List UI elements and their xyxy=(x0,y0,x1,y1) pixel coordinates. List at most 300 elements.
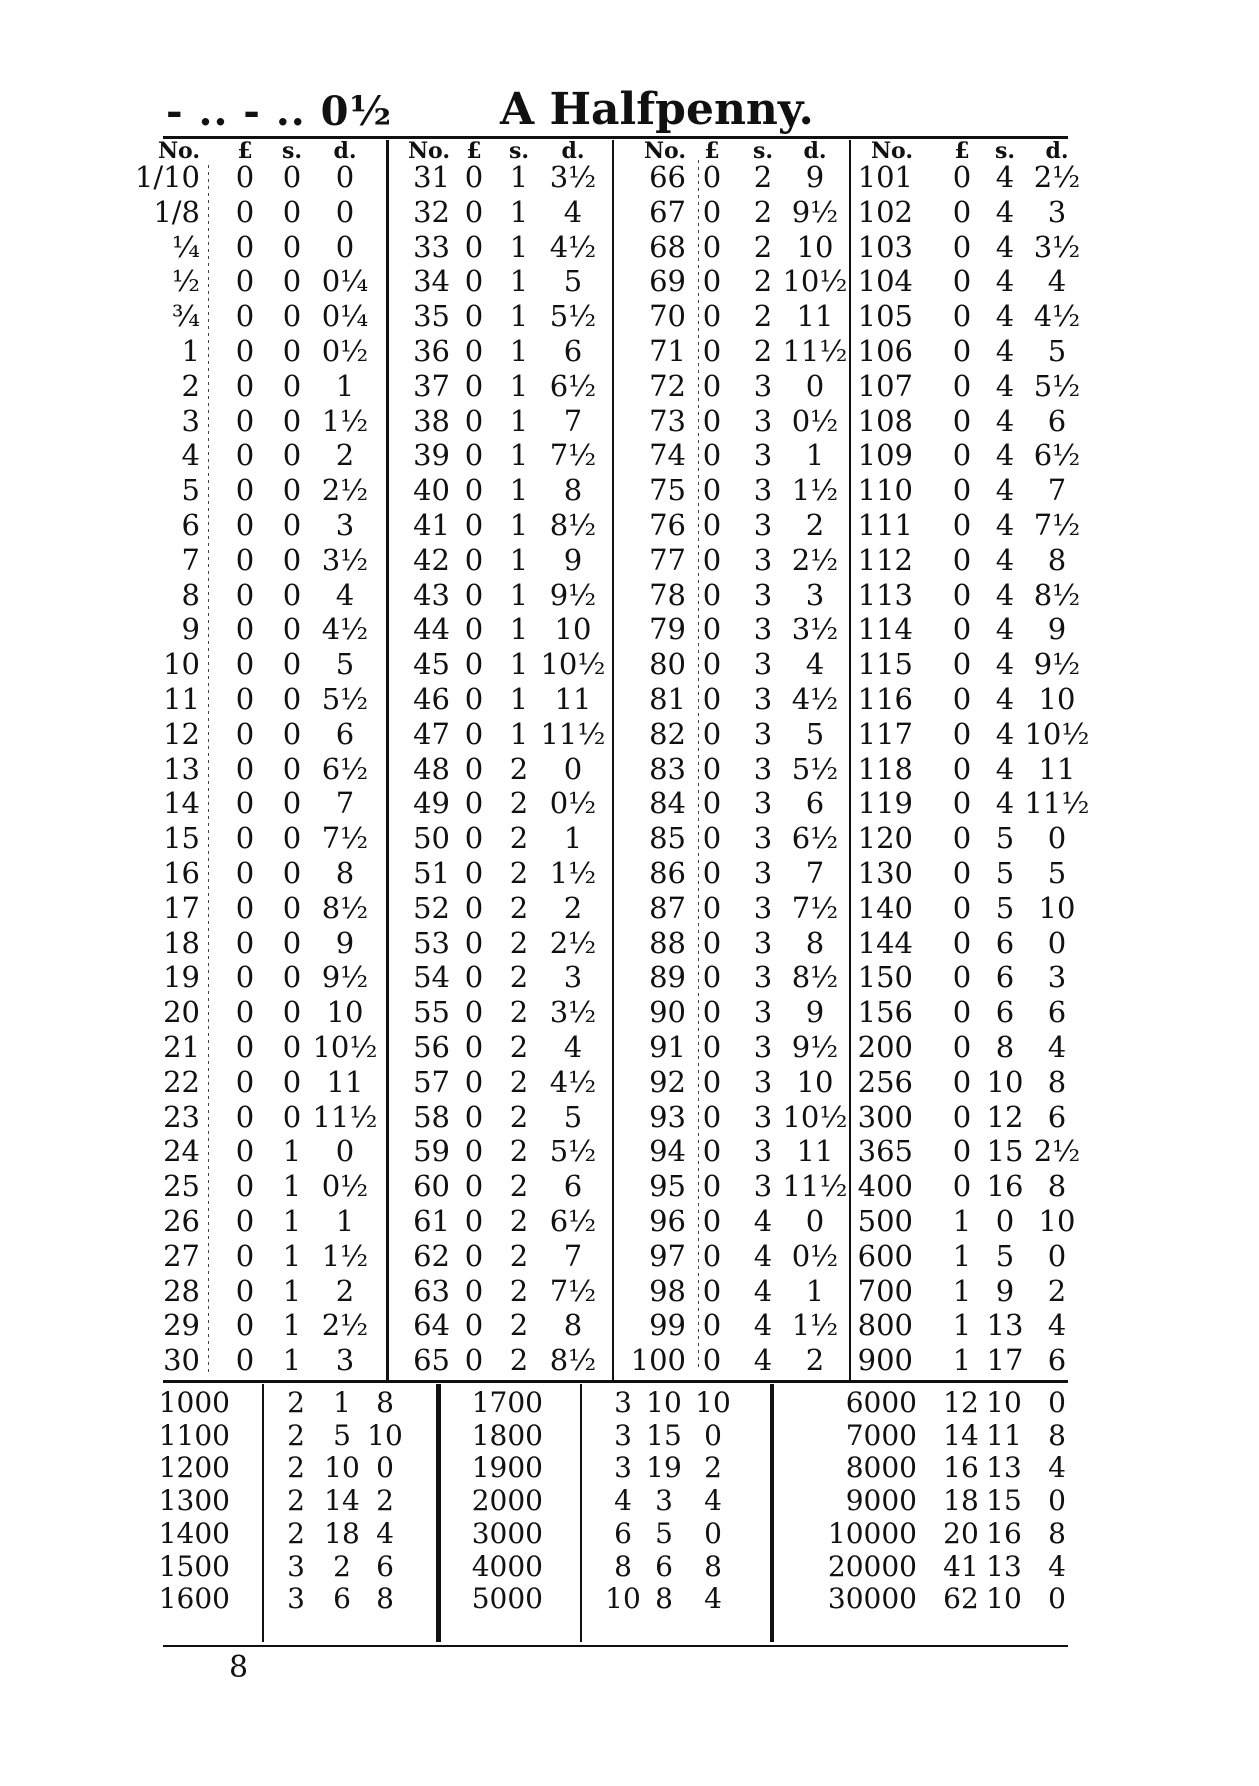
table-cell-shillings: 1 xyxy=(509,194,529,229)
table-cell-pounds: 1 xyxy=(952,1308,972,1343)
table-cell-shillings: 5 xyxy=(995,890,1015,925)
table-cell-pounds: 0 xyxy=(464,299,484,334)
table-cell-shillings: 0 xyxy=(282,438,302,473)
table-cell-pounds: 0 xyxy=(464,542,484,577)
table-cell-pence: 5½ xyxy=(549,299,597,334)
table-row-number: 72 xyxy=(649,368,686,403)
table-cell-shillings: 3 xyxy=(753,856,773,890)
table-cell-shillings: 5 xyxy=(995,1238,1015,1273)
table-cell-pence: 7 xyxy=(335,786,355,821)
table-cell-pence: 6 xyxy=(1047,1099,1067,1134)
page-number: 8 xyxy=(229,1650,249,1685)
table-cell-pence: 6 xyxy=(1047,403,1067,438)
column-header-pounds: £ xyxy=(704,138,720,164)
table-cell-shillings: 0 xyxy=(282,403,302,438)
table-cell-shillings: 15 xyxy=(646,1418,682,1452)
table-cell-pounds: 0 xyxy=(464,716,484,751)
table-cell-pence: 8 xyxy=(1048,1418,1066,1452)
table-row-number: 1100 xyxy=(158,1418,230,1452)
table-cell-pence: 2 xyxy=(563,890,583,925)
table-row-number: 87 xyxy=(649,890,686,925)
table-cell-pence: 9 xyxy=(805,160,825,194)
table-cell-pence: 5½ xyxy=(1033,368,1081,403)
table-cell-pence: 8 xyxy=(563,473,583,508)
table-cell-pounds: 0 xyxy=(235,160,255,194)
table-row-number: 30000 xyxy=(827,1582,917,1616)
table-row-number: 39 xyxy=(413,438,450,473)
table-cell-shillings: 1 xyxy=(509,542,529,577)
table-row-number: 3 xyxy=(181,403,200,438)
table-cell-shillings: 3 xyxy=(753,1099,773,1134)
table-cell-pence: 4 xyxy=(1048,1549,1066,1583)
table-cell-shillings: 2 xyxy=(753,194,773,229)
table-cell-pounds: 41 xyxy=(943,1549,979,1583)
table-cell-shillings: 2 xyxy=(509,1273,529,1308)
table-row-number: 56 xyxy=(413,1030,450,1064)
table-cell-pounds: 0 xyxy=(235,682,255,716)
table-cell-pence: 10 xyxy=(367,1418,403,1452)
table-cell-pounds: 0 xyxy=(952,751,972,786)
table-row-number: 115 xyxy=(857,647,913,682)
table-cell-pence: 0 xyxy=(1048,1582,1066,1616)
table-cell-shillings: 10 xyxy=(324,1451,360,1485)
table-cell-shillings: 3 xyxy=(753,1134,773,1169)
table-row-number: 20 xyxy=(163,995,200,1030)
table-row-number: 32 xyxy=(413,194,450,229)
table-cell-pounds: 0 xyxy=(464,751,484,786)
table-cell-pence: 2 xyxy=(805,1343,825,1378)
table-row-number: 17 xyxy=(163,890,200,925)
table-cell-pence: 6½ xyxy=(549,368,597,403)
table-cell-pounds: 0 xyxy=(235,1343,255,1378)
table-row-number: 33 xyxy=(413,229,450,264)
table-cell-shillings: 4 xyxy=(995,194,1015,229)
table-row-number: 73 xyxy=(649,403,686,438)
table-cell-shillings: 4 xyxy=(995,786,1015,821)
table-cell-pence: 7½ xyxy=(549,1273,597,1308)
table-row-number: 75 xyxy=(649,473,686,508)
table-cell-pence: 9 xyxy=(563,542,583,577)
table-cell-shillings: 2 xyxy=(509,890,529,925)
table-row-number: 83 xyxy=(649,751,686,786)
table-cell-shillings: 2 xyxy=(509,960,529,995)
table-row-number: 96 xyxy=(649,1204,686,1238)
table-cell-pounds: 4 xyxy=(614,1484,632,1518)
table-cell-pence: 10½ xyxy=(782,1099,848,1134)
table-cell-pounds: 0 xyxy=(235,612,255,647)
table-cell-pounds: 0 xyxy=(235,751,255,786)
table-cell-pounds: 0 xyxy=(235,264,255,299)
table-cell-pounds: 0 xyxy=(702,368,722,403)
table-row-number: ¾ xyxy=(171,299,200,334)
table-row-number: 8 xyxy=(181,577,200,612)
table-cell-pounds: 0 xyxy=(464,577,484,612)
table-cell-pounds: 20 xyxy=(943,1516,979,1550)
table-row-number: 79 xyxy=(649,612,686,647)
table-row-number: 1600 xyxy=(158,1582,230,1616)
table-cell-pence: 8½ xyxy=(1033,577,1081,612)
table-cell-shillings: 3 xyxy=(753,995,773,1030)
table-cell-pounds: 0 xyxy=(464,821,484,856)
table-cell-shillings: 15 xyxy=(986,1484,1022,1518)
table-row-number: 68 xyxy=(649,229,686,264)
table-cell-shillings: 2 xyxy=(509,1099,529,1134)
table-row-number: 15 xyxy=(163,821,200,856)
table-cell-pounds: 0 xyxy=(952,716,972,751)
table-cell-pounds: 0 xyxy=(235,1030,255,1064)
table-cell-shillings: 4 xyxy=(995,682,1015,716)
dotted-rule xyxy=(208,165,209,1375)
table-cell-pounds: 0 xyxy=(464,612,484,647)
table-cell-shillings: 6 xyxy=(995,960,1015,995)
table-cell-pence: 8 xyxy=(1047,1064,1067,1099)
table-cell-pence: 3 xyxy=(335,508,355,542)
table-row-number: 1000 xyxy=(158,1386,230,1419)
table-cell-shillings: 2 xyxy=(753,160,773,194)
table-cell-pounds: 0 xyxy=(702,786,722,821)
table-row-number: 100 xyxy=(630,1343,686,1378)
table-row-number: 86 xyxy=(649,856,686,890)
table-row-number: 63 xyxy=(413,1273,450,1308)
table-row-number: 48 xyxy=(413,751,450,786)
table-cell-shillings: 0 xyxy=(282,264,302,299)
table-cell-pence: 5½ xyxy=(321,682,369,716)
table-row-number: 85 xyxy=(649,821,686,856)
table-cell-shillings: 0 xyxy=(282,647,302,682)
table-cell-pounds: 0 xyxy=(952,403,972,438)
table-cell-pence: 0 xyxy=(376,1451,394,1485)
table-cell-shillings: 3 xyxy=(753,716,773,751)
table-row-number: 49 xyxy=(413,786,450,821)
table-cell-shillings: 3 xyxy=(753,751,773,786)
table-cell-pence: 3½ xyxy=(321,542,369,577)
table-cell-pounds: 0 xyxy=(702,577,722,612)
table-cell-pounds: 0 xyxy=(702,1134,722,1169)
table-cell-shillings: 3 xyxy=(753,960,773,995)
table-cell-pounds: 0 xyxy=(702,299,722,334)
table-cell-pence: 10½ xyxy=(540,647,606,682)
table-cell-shillings: 2 xyxy=(753,229,773,264)
table-cell-pence: 0½ xyxy=(791,403,839,438)
table-cell-pence: 6½ xyxy=(549,1204,597,1238)
table-cell-pounds: 62 xyxy=(943,1582,979,1616)
table-row-number: 80 xyxy=(649,647,686,682)
table-cell-shillings: 1 xyxy=(282,1273,302,1308)
table-row-number: 111 xyxy=(857,508,913,542)
table-cell-pence: 11 xyxy=(326,1064,364,1099)
table-row-number: 1500 xyxy=(158,1549,230,1583)
table-cell-pence: 6 xyxy=(1047,1343,1067,1378)
table-row-number: 41 xyxy=(413,508,450,542)
table-row-number: 38 xyxy=(413,403,450,438)
table-cell-pounds: 0 xyxy=(464,1308,484,1343)
table-cell-pounds: 0 xyxy=(464,160,484,194)
table-row-number: 7 xyxy=(181,542,200,577)
table-cell-pence: 4½ xyxy=(549,1064,597,1099)
table-cell-pounds: 0 xyxy=(952,647,972,682)
table-row-number: 98 xyxy=(649,1273,686,1308)
table-cell-pounds: 0 xyxy=(464,890,484,925)
table-row-number: 51 xyxy=(413,856,450,890)
table-row-number: 5 xyxy=(181,473,200,508)
table-cell-pence: 2½ xyxy=(1033,160,1081,194)
table-cell-shillings: 5 xyxy=(995,821,1015,856)
table-cell-pence: 3 xyxy=(335,1343,355,1378)
table-cell-shillings: 3 xyxy=(753,1030,773,1064)
table-row-number: 69 xyxy=(649,264,686,299)
table-cell-shillings: 1 xyxy=(509,716,529,751)
table-cell-pounds: 0 xyxy=(702,229,722,264)
table-row-number: 1300 xyxy=(158,1484,230,1518)
table-row-number: 1800 xyxy=(471,1418,543,1452)
table-cell-pence: 4 xyxy=(376,1516,394,1550)
table-cell-pounds: 0 xyxy=(235,995,255,1030)
table-cell-pounds: 1 xyxy=(952,1273,972,1308)
table-cell-shillings: 3 xyxy=(753,577,773,612)
table-cell-pence: 3 xyxy=(1047,194,1067,229)
table-cell-pence: 2½ xyxy=(1033,1134,1081,1169)
table-cell-pence: 1½ xyxy=(321,1238,369,1273)
table-cell-pounds: 0 xyxy=(702,160,722,194)
table-row-number: 26 xyxy=(163,1204,200,1238)
table-cell-shillings: 1 xyxy=(509,264,529,299)
table-cell-pence: 8 xyxy=(1047,1169,1067,1204)
table-cell-pence: 2 xyxy=(704,1451,722,1485)
table-cell-pence: 6 xyxy=(376,1549,394,1583)
table-row-number: 59 xyxy=(413,1134,450,1169)
table-cell-pence: 0 xyxy=(335,160,355,194)
table-cell-shillings: 1 xyxy=(282,1204,302,1238)
table-cell-pence: 2 xyxy=(1047,1273,1067,1308)
table-cell-pounds: 0 xyxy=(464,473,484,508)
table-row-number: 1400 xyxy=(158,1516,230,1550)
table-cell-shillings: 0 xyxy=(282,1030,302,1064)
table-cell-shillings: 1 xyxy=(282,1238,302,1273)
table-row-number: 700 xyxy=(857,1273,913,1308)
table-row-number: 5000 xyxy=(471,1582,543,1616)
table-cell-pence: 1 xyxy=(805,438,825,473)
table-cell-pounds: 0 xyxy=(235,299,255,334)
table-cell-pence: 9½ xyxy=(791,194,839,229)
table-cell-shillings: 2 xyxy=(753,299,773,334)
table-cell-shillings: 19 xyxy=(646,1451,682,1485)
table-cell-pounds: 3 xyxy=(287,1582,305,1616)
table-cell-pounds: 0 xyxy=(235,647,255,682)
table-row-number: 105 xyxy=(857,299,913,334)
table-cell-pounds: 0 xyxy=(702,403,722,438)
table-cell-pence: 11½ xyxy=(782,334,848,368)
table-cell-pounds: 0 xyxy=(235,508,255,542)
table-cell-pence: 2½ xyxy=(791,542,839,577)
table-row-number: 110 xyxy=(857,473,913,508)
table-cell-pounds: 14 xyxy=(943,1418,979,1452)
table-cell-pounds: 0 xyxy=(235,1238,255,1273)
table-cell-shillings: 4 xyxy=(995,716,1015,751)
table-row-number: 140 xyxy=(857,890,913,925)
table-cell-shillings: 0 xyxy=(282,334,302,368)
table-row-number: 40 xyxy=(413,473,450,508)
table-cell-pence: 0 xyxy=(335,1134,355,1169)
table-cell-shillings: 3 xyxy=(753,473,773,508)
table-row-number: 9000 xyxy=(845,1484,917,1518)
table-cell-pence: 3½ xyxy=(791,612,839,647)
table-cell-pounds: 0 xyxy=(464,682,484,716)
table-cell-pounds: 0 xyxy=(952,890,972,925)
table-cell-shillings: 1 xyxy=(509,229,529,264)
table-cell-pounds: 0 xyxy=(702,960,722,995)
table-cell-pounds: 0 xyxy=(464,1204,484,1238)
table-cell-pounds: 0 xyxy=(464,1064,484,1099)
table-row-number: 92 xyxy=(649,1064,686,1099)
table-cell-shillings: 10 xyxy=(986,1386,1022,1419)
table-cell-shillings: 4 xyxy=(995,264,1015,299)
table-cell-shillings: 1 xyxy=(333,1386,351,1419)
table-row-number: 66 xyxy=(649,160,686,194)
table-cell-pence: 3½ xyxy=(1033,229,1081,264)
table-row-number: 1/10 xyxy=(134,160,200,194)
table-cell-shillings: 4 xyxy=(995,160,1015,194)
table-row-number: 400 xyxy=(857,1169,913,1204)
table-cell-shillings: 4 xyxy=(995,577,1015,612)
table-row-number: 47 xyxy=(413,716,450,751)
table-row-number: ½ xyxy=(171,264,200,299)
table-cell-shillings: 16 xyxy=(986,1169,1024,1204)
table-cell-shillings: 3 xyxy=(753,647,773,682)
table-cell-pence: 0 xyxy=(704,1418,722,1452)
table-row-number: 1/8 xyxy=(153,194,200,229)
table-cell-shillings: 1 xyxy=(509,682,529,716)
table-cell-shillings: 4 xyxy=(995,612,1015,647)
table-cell-pence: 8 xyxy=(1048,1516,1066,1550)
table-cell-shillings: 6 xyxy=(995,925,1015,960)
table-row-number: 43 xyxy=(413,577,450,612)
table-cell-pounds: 0 xyxy=(464,1099,484,1134)
table-row-number: 1700 xyxy=(471,1386,543,1419)
table-cell-pence: 1½ xyxy=(549,856,597,890)
table-cell-pounds: 0 xyxy=(952,821,972,856)
page-title: A Halfpenny. xyxy=(500,84,814,135)
table-cell-pence: 2½ xyxy=(549,925,597,960)
table-cell-shillings: 1 xyxy=(282,1308,302,1343)
table-row-number: 36 xyxy=(413,334,450,368)
table-cell-pounds: 0 xyxy=(702,264,722,299)
table-cell-pence: 2 xyxy=(805,508,825,542)
table-cell-pence: 1 xyxy=(805,1273,825,1308)
table-cell-pence: 9 xyxy=(805,995,825,1030)
table-cell-shillings: 8 xyxy=(995,1030,1015,1064)
table-row-number: 112 xyxy=(857,542,913,577)
table-row-number: 365 xyxy=(857,1134,913,1169)
table-cell-pounds: 0 xyxy=(235,368,255,403)
table-cell-shillings: 2 xyxy=(509,1308,529,1343)
table-cell-pounds: 0 xyxy=(952,264,972,299)
table-row-number: 35 xyxy=(413,299,450,334)
table-cell-pence: 4 xyxy=(1047,1308,1067,1343)
column-header-no: No. xyxy=(643,138,686,164)
table-cell-pence: 5 xyxy=(805,716,825,751)
table-cell-shillings: 0 xyxy=(282,1064,302,1099)
table-cell-pounds: 0 xyxy=(464,508,484,542)
table-cell-pounds: 0 xyxy=(952,1099,972,1134)
table-cell-pence: 0 xyxy=(1048,1484,1066,1518)
table-row-number: ¼ xyxy=(171,229,200,264)
table-cell-pounds: 0 xyxy=(702,1308,722,1343)
table-cell-shillings: 2 xyxy=(509,1204,529,1238)
table-cell-pounds: 0 xyxy=(464,856,484,890)
table-cell-pounds: 0 xyxy=(235,438,255,473)
block-divider xyxy=(436,1384,441,1642)
table-cell-shillings: 2 xyxy=(509,925,529,960)
table-cell-pounds: 0 xyxy=(952,682,972,716)
table-row-number: 37 xyxy=(413,368,450,403)
table-cell-shillings: 0 xyxy=(282,890,302,925)
column-header-shillings: s. xyxy=(508,138,530,164)
table-cell-pence: 8 xyxy=(563,1308,583,1343)
table-cell-pounds: 0 xyxy=(952,995,972,1030)
table-row-number: 61 xyxy=(413,1204,450,1238)
table-cell-pence: 9½ xyxy=(321,960,369,995)
table-cell-pence: 10 xyxy=(1038,890,1076,925)
column-header-no: No. xyxy=(870,138,913,164)
table-cell-pounds: 0 xyxy=(235,473,255,508)
table-row-number: 13 xyxy=(163,751,200,786)
table-cell-shillings: 0 xyxy=(282,786,302,821)
table-cell-pence: 7½ xyxy=(549,438,597,473)
table-cell-pounds: 16 xyxy=(943,1451,979,1485)
table-row-number: 156 xyxy=(857,995,913,1030)
table-row-number: 11 xyxy=(163,682,200,716)
table-cell-pence: 4½ xyxy=(791,682,839,716)
table-cell-shillings: 2 xyxy=(753,334,773,368)
table-cell-pounds: 0 xyxy=(702,473,722,508)
table-cell-pence: 5 xyxy=(1047,334,1067,368)
table-cell-shillings: 3 xyxy=(753,1169,773,1204)
table-cell-pence: 11 xyxy=(796,299,834,334)
table-cell-pence: 10 xyxy=(326,995,364,1030)
table-cell-pence: 3½ xyxy=(549,995,597,1030)
table-row-number: 81 xyxy=(649,682,686,716)
table-cell-shillings: 2 xyxy=(509,1169,529,1204)
table-cell-pence: 0¼ xyxy=(321,299,369,334)
table-cell-pence: 2 xyxy=(376,1484,394,1518)
table-cell-shillings: 4 xyxy=(753,1343,773,1378)
table-cell-pounds: 0 xyxy=(464,960,484,995)
table-row-number: 89 xyxy=(649,960,686,995)
table-cell-pence: 4½ xyxy=(549,229,597,264)
table-cell-pounds: 1 xyxy=(952,1204,972,1238)
table-cell-pence: 0 xyxy=(1047,821,1067,856)
table-cell-shillings: 5 xyxy=(333,1418,351,1452)
table-cell-pence: 0¼ xyxy=(321,264,369,299)
table-cell-pence: 0 xyxy=(563,751,583,786)
table-row-number: 29 xyxy=(163,1308,200,1343)
table-cell-shillings: 4 xyxy=(753,1273,773,1308)
table-cell-pounds: 0 xyxy=(235,577,255,612)
table-cell-pounds: 0 xyxy=(464,1169,484,1204)
table-cell-pounds: 0 xyxy=(952,299,972,334)
table-cell-shillings: 5 xyxy=(995,856,1015,890)
table-cell-pounds: 0 xyxy=(464,786,484,821)
table-cell-pounds: 0 xyxy=(235,542,255,577)
table-row-number: 2 xyxy=(181,368,200,403)
table-row-number: 107 xyxy=(857,368,913,403)
table-cell-pence: 0 xyxy=(1047,925,1067,960)
table-cell-shillings: 3 xyxy=(753,1064,773,1099)
table-cell-pence: 10 xyxy=(796,229,834,264)
table-row-number: 91 xyxy=(649,1030,686,1064)
table-cell-pence: 6½ xyxy=(321,751,369,786)
table-cell-pounds: 0 xyxy=(952,856,972,890)
